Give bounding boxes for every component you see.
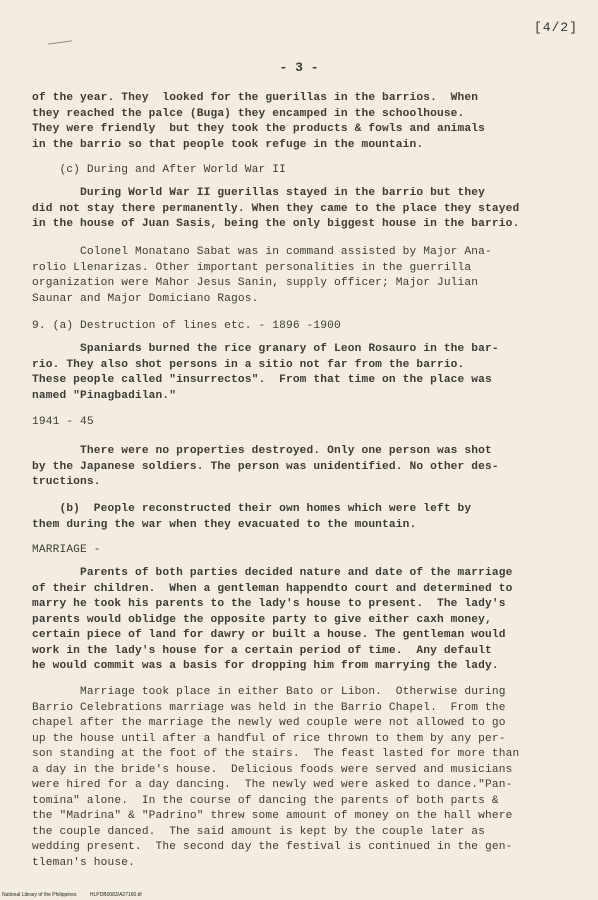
heading-1941-45 [32,415,552,431]
paragraph-marriage-parents [32,566,552,675]
paragraph-reconstruction [32,502,552,533]
text-line: chapel after the marriage the newly wed couple were not allowed to go [32,717,506,729]
text-line: by the Japanese soldiers. The person was unidentified. No other des- [32,460,499,473]
section-heading: 1941 - 45 [32,416,94,428]
text-line: them during the war when they evacuated to the mountain. [32,518,417,531]
section-heading: 9. (a) Destruction of lines etc. - 1896 -1900 [32,320,341,332]
heading-marriage [32,543,552,559]
text-line: During World War II guerillas stayed in the barrio but they [32,187,485,199]
text-line: son standing at the foot of the stairs. The feast lasted for more than [32,748,520,760]
text-line: tructions. [32,476,101,488]
text-line: These people called "insurrectos". From that time on the place was [32,374,492,386]
page-number: - 3 - [279,60,319,75]
text-line: a day in the bride's house. Delicious foods were served and musicians [32,763,513,776]
text-line: Saunar and Major Domiciano Ragos. [32,292,259,305]
text-line: Spaniards burned the rice granary of Leon Rosauro in the bar- [32,343,499,355]
text-line: named "Pinagbadilan." [32,389,177,402]
library-name: National Library of the Philippines [2,892,77,898]
text-line: marry he took his parents to the lady's house to present. The lady's [32,598,506,610]
paragraph-colonel-sabat [32,245,552,307]
paragraph-ww2-guerillas [32,186,552,233]
text-line: the couple danced. The said amount is kept by the couple later as [32,825,485,838]
text-line: they reached the palce (Buga) they encamped in the schoolhouse. [32,107,465,120]
archive-footer [2,892,154,898]
text-line: he would commit was a basis for dropping him from marrying the lady. [32,660,499,672]
text-line: in the barrio so that people took refuge in the mountain. [32,138,424,151]
text-line: certain piece of land for dawry or built a house. The gentleman would [32,629,506,641]
paragraph-guerillas-buga [32,91,552,153]
paragraph-marriage-ceremony [32,685,552,871]
paragraph-spaniards [32,342,552,404]
reference-number: [4/2] [534,20,579,35]
pen-mark [48,40,72,44]
section-heading: (c) During and After World War II [32,164,286,176]
text-line: parents would oblidge the opposite party to give either caxh money, [32,613,492,626]
text-line: work in the lady's house for a certain period of time. Any default [32,644,492,657]
heading-destruction-1896 [32,319,552,335]
text-line: They were friendly but they took the products & fowls and animals [32,123,485,135]
text-line: Colonel Monatano Sabat was in command assisted by Major Ana- [32,246,492,258]
text-line: of the year. They looked for the guerillas in the barrios. When [32,92,479,104]
text-line: (b) People reconstructed their own homes which were left by [32,503,472,515]
heading-during-after-ww2 [32,163,552,179]
file-name: HLPDB0083/A27160.tif [89,892,142,898]
text-line: wedding present. The second day the festival is continued in the gen- [32,841,513,853]
text-line: were hired for a day dancing. The newly wed were asked to dance."Pan- [32,779,513,791]
text-line: the "Madrina" & "Padrino" threw some amount of money on the hall where [32,810,513,822]
text-line: Parents of both parties decided nature and date of the marriage [32,567,513,579]
section-heading: MARRIAGE - [32,544,101,556]
text-line: tomina" alone. In the course of dancing the parents of both parts & [32,794,499,807]
text-line: Marriage took place in either Bato or Libon. Otherwise during [32,686,506,698]
text-line: rolio Llenarizas. Other important personalities in the guerrilla [32,261,472,274]
text-line: There were no properties destroyed. Only one person was shot [32,445,492,457]
text-line: tleman's house. [32,856,135,869]
text-line: organization were Mahor Jesus Sanin, supply officer; Major Julian [32,277,479,289]
text-line: rio. They also shot persons in a sitio not far from the barrio. [32,358,465,371]
text-line: of their children. When a gentleman happendto court and determined to [32,582,513,595]
text-line: in the house of Juan Sasis, being the only biggest house in the barrio. [32,218,520,230]
paragraph-no-properties [32,444,552,491]
text-line: Barrio Celebrations marriage was held in the Barrio Chapel. From the [32,701,506,714]
text-line: did not stay there permanently. When they came to the place they stayed [32,202,520,215]
text-line: up the house until after a handful of rice thrown to them by any per- [32,732,506,745]
